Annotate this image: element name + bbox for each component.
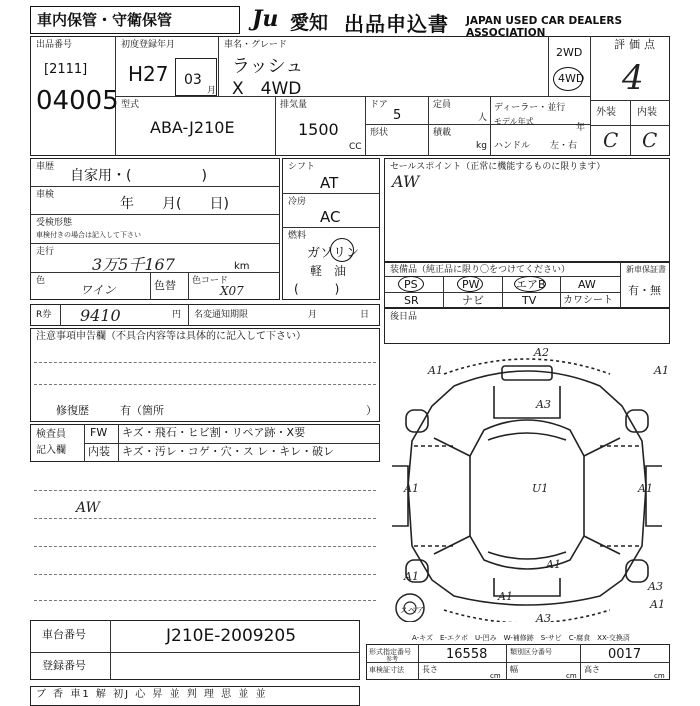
year-unit: 年	[576, 123, 586, 133]
inspector-label-2: 記入欄	[36, 445, 66, 456]
receipt-label: 受検形態	[36, 218, 73, 228]
fuel-light-oil: 軽 油	[310, 264, 347, 278]
fuel-gasoline-circle	[330, 238, 354, 262]
equip-airbag-circle	[514, 276, 546, 292]
logo-text: 愛知	[290, 12, 329, 34]
inspector-fw-items: キズ・飛石・ヒビ割・リペア跡・X要	[122, 426, 306, 439]
damage-mark: A1	[638, 482, 653, 495]
repair-close: ）	[366, 404, 377, 417]
chassis-label: 車台番号	[42, 628, 86, 641]
model-year-label: モデル年式	[494, 117, 534, 126]
displacement-label: 排気量	[280, 100, 308, 110]
equip-pw-circle	[457, 276, 483, 292]
damage-mark: A1	[428, 364, 443, 377]
car-name: ラッシュ	[232, 56, 304, 77]
length-unit: cm	[490, 672, 501, 680]
shape-label: 形状	[370, 128, 389, 138]
capacity-label: 定員	[433, 100, 452, 110]
doors-label: ドア	[370, 100, 388, 110]
history-label: 車歴	[36, 162, 55, 172]
inspector-label-1: 検査員	[36, 429, 66, 440]
recycle-value: 9410	[80, 306, 121, 325]
inspection-label: 車検	[36, 190, 55, 200]
damage-legend: A-キズ E-エクボ U-凹み W-補修跡 S-サビ C-腐食 XX-交換済	[412, 634, 630, 642]
repair-value: 有（箇所	[120, 404, 164, 417]
mileage-label: 走行	[36, 247, 55, 257]
damage-mark: A1	[404, 570, 419, 583]
lot-number: 04005	[36, 86, 119, 116]
fuel-gasoline: ガソリン	[307, 246, 360, 261]
ac-label: 冷房	[288, 197, 307, 207]
shift-value: AT	[320, 174, 339, 192]
notice-month: 月	[308, 310, 318, 320]
notice-day: 日	[360, 310, 370, 320]
registration-month: 03	[184, 72, 202, 88]
ac-value: AC	[320, 208, 341, 226]
color-label: 色	[36, 276, 46, 286]
sales-point-label: セールスポイント（正常に機能するものに限ります）	[390, 162, 606, 172]
registration-number-label: 登録番号	[42, 659, 86, 672]
interior-label: 内装	[637, 107, 657, 118]
warranty-label: 新車保証書	[626, 265, 666, 274]
height-unit: cm	[654, 672, 665, 680]
shift-label: シフト	[288, 162, 316, 172]
drive-2wd: 2WD	[556, 46, 583, 59]
equip-tv: TV	[522, 294, 537, 307]
damage-mark: A1	[498, 590, 513, 603]
capacity-unit: 人	[478, 113, 488, 123]
damage-mark: A3	[536, 612, 551, 625]
equip-airbag: エアB	[516, 278, 546, 291]
registration-month-unit: 月	[207, 86, 217, 96]
dealer-label: ディーラー・並行	[494, 103, 566, 113]
form-title: 出品申込書	[344, 12, 449, 36]
inner-storage-title: 車内保管・守衛保管	[30, 6, 240, 34]
damage-mark: A3	[536, 398, 551, 411]
registration-label: 初度登録年月	[121, 40, 176, 50]
color-change-label: 色替	[154, 279, 176, 292]
chassis-value: J210E-2009205	[166, 626, 297, 646]
receipt-note: 車検付きの場合は記入して下さい	[36, 231, 141, 239]
ref-label-1: 参考	[386, 656, 399, 663]
sales-point-value: AW	[392, 172, 420, 191]
load-unit: kg	[476, 141, 487, 151]
class-number-value: 0017	[608, 647, 642, 662]
displacement-unit: CC	[349, 142, 362, 152]
sales-point-block	[384, 158, 670, 262]
color-code-value: X07	[220, 284, 244, 298]
class-number-label: 類別区分番号	[510, 648, 552, 656]
equip-pw: PW	[462, 278, 480, 291]
height-label: 高さ	[584, 665, 600, 674]
type-number-label: 形式指定番号	[369, 648, 411, 656]
width-label: 幅	[510, 665, 518, 674]
damage-mark: A3	[648, 580, 663, 593]
drive-4wd: 4WD	[558, 72, 585, 85]
equip-navi: ナビ	[462, 294, 484, 307]
equip-aw: AW	[578, 278, 596, 291]
type-number-value: 16558	[446, 647, 488, 662]
mileage-value: 3万5千167	[92, 255, 175, 274]
inspection-value: 年 月( 日)	[120, 196, 229, 212]
exterior-label: 外装	[596, 107, 616, 118]
displacement-value: 1500	[298, 120, 339, 139]
damage-mark: A1	[546, 558, 561, 571]
grade-score: 4	[622, 58, 644, 98]
association-name: JAPAN USED CAR DEALERS ASSOCIATION	[466, 15, 623, 39]
mileage-unit: km	[234, 261, 250, 272]
equipment-label: 装備品（純正品に限り〇をつけてください）	[390, 265, 571, 275]
lot-label: 出品番号	[36, 40, 73, 50]
notice-label: 名変通知期限	[194, 310, 249, 320]
body-size-label: 車検証寸法	[369, 666, 404, 674]
warranty-value: 有・無	[628, 284, 661, 297]
handle-options: 左・右	[550, 141, 578, 151]
model-label: 型式	[121, 100, 140, 110]
color-code-label: 色コード	[192, 276, 229, 286]
registration-year: H27	[128, 62, 169, 86]
damage-mark: A2	[534, 346, 549, 359]
length-label: 長さ	[422, 665, 438, 674]
spare-label: スペア	[400, 606, 424, 615]
equip-sr: SR	[404, 294, 419, 307]
damage-mark: A1	[654, 364, 669, 377]
damage-mark: A1	[404, 482, 419, 495]
inspector-interior-items: キズ・汚レ・コゲ・穴・ス レ・キレ・破レ	[122, 445, 335, 458]
color-value: ワイン	[80, 283, 116, 297]
interior-score: C	[642, 128, 658, 152]
car-body-outline	[408, 371, 646, 605]
grade-label: 評価点	[614, 38, 659, 51]
lot-bracket: [2111]	[44, 62, 88, 77]
doors-value: 5	[393, 108, 402, 123]
model-value: ABA-J210E	[150, 118, 235, 137]
load-label: 積載	[433, 128, 452, 138]
damage-mark: U1	[532, 482, 549, 495]
drive-4wd-circle	[553, 67, 583, 91]
recycle-unit: 円	[172, 310, 182, 320]
equip-ps-circle	[398, 276, 424, 292]
recycle-label: R券	[36, 310, 52, 320]
damage-mark: A1	[650, 598, 665, 611]
fuel-label: 燃料	[288, 231, 307, 241]
notes-label: 注意事項申告欄（不具合内容等は具体的に記入して下さい）	[36, 331, 306, 342]
after-label: 後日品	[390, 312, 418, 322]
inspector-fw: FW	[90, 426, 108, 439]
handle-label: ハンドル	[494, 141, 531, 151]
after-block	[384, 308, 670, 344]
inspector-interior: 内装	[88, 445, 110, 458]
equip-leather-seat: カワシート	[563, 295, 613, 306]
footer-text: ブ 香 車1 解 初J 心 昇 並 判 理 思 並 並	[36, 689, 268, 700]
width-unit: cm	[566, 672, 577, 680]
fuel-other: ( )	[294, 282, 340, 296]
car-diagram	[384, 346, 670, 622]
car-grade: X 4WD	[232, 79, 302, 99]
history-value: 自家用・( )	[70, 168, 207, 184]
car-name-label: 車名・グレード	[224, 40, 288, 50]
equip-ps: PS	[404, 278, 418, 291]
inspector-handwritten: AW	[76, 500, 100, 516]
exterior-score: C	[603, 128, 619, 152]
ju-logo: Ju	[252, 6, 279, 32]
repair-label: 修復歴	[56, 404, 89, 417]
